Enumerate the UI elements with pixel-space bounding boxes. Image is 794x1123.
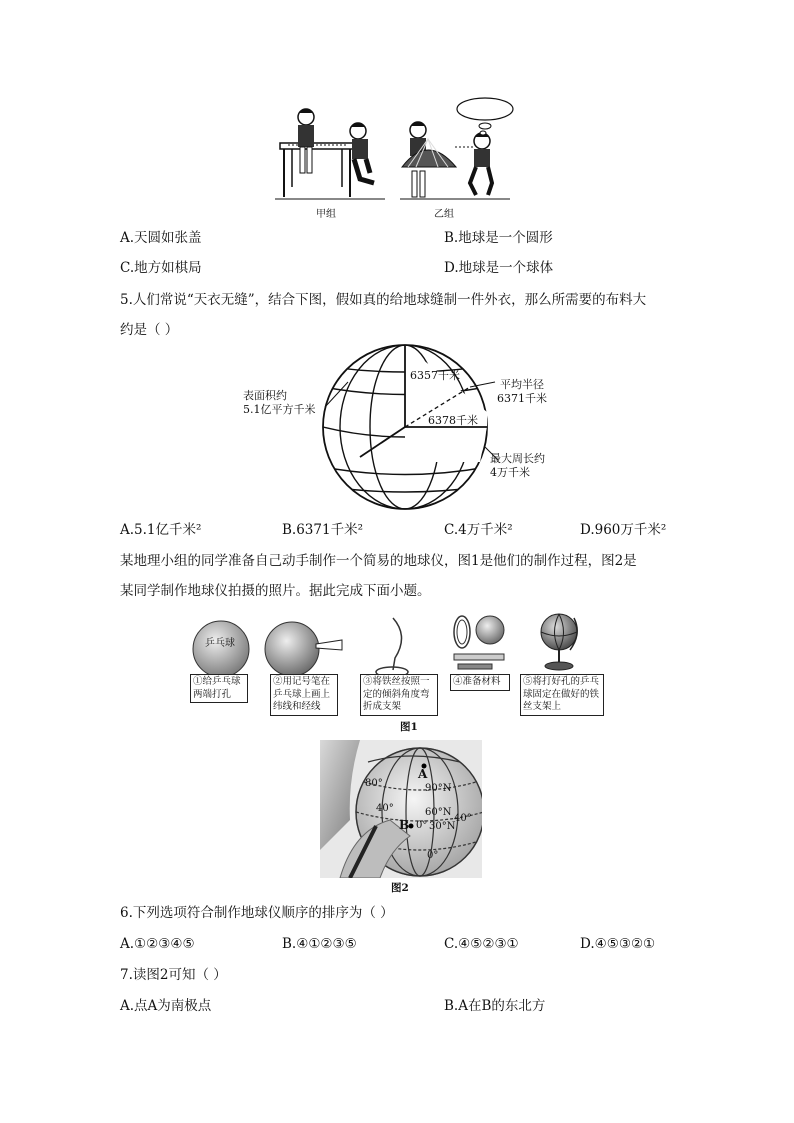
earth-sphere-diagram — [230, 342, 590, 512]
equator-radius-label: 6378千米 — [428, 414, 478, 427]
fig2-photo — [320, 740, 482, 878]
fig1-step3-text: ③将铁丝按照一定的倾斜角度弯折成支架 — [360, 674, 438, 716]
mean-radius-label-2: 6371千米 — [497, 392, 547, 405]
q4-option-a[interactable]: A.天圆如张盖 — [120, 230, 202, 246]
fig2-lat-30: 30°N — [429, 821, 456, 832]
fig1-step3-image — [365, 612, 415, 680]
ping-pong-ball-icon — [190, 618, 252, 680]
q4-option-b[interactable]: B.地球是一个圆形 — [444, 230, 553, 246]
finished-globe-icon — [536, 610, 582, 672]
q6-stem: 6.下列选项符合制作地球仪顺序的排序为（ ） — [120, 905, 394, 921]
fig1-step5-image — [536, 610, 582, 672]
polar-radius-label: 6357千米 — [410, 369, 460, 382]
fig1-caption: 图1 — [400, 721, 418, 733]
fig1-step1-image — [190, 618, 252, 680]
q4-option-c[interactable]: C.地方如棋局 — [120, 260, 202, 276]
fig2-lon-40b: 40° — [454, 813, 472, 824]
q7-option-a[interactable]: A.点A为南极点 — [120, 998, 212, 1014]
q6-option-c[interactable]: C.④⑤②③① — [444, 936, 519, 952]
surface-area-label-2: 5.1亿平方千米 — [243, 403, 316, 416]
group-yi-label: 乙组 — [434, 209, 454, 220]
marker-pen-ball-icon — [264, 618, 346, 680]
circumference-label-2: 4万千米 — [490, 466, 530, 479]
q5-option-d[interactable]: D.960万千米² — [580, 522, 667, 538]
fig2-lon-0a: 0° — [416, 820, 428, 831]
fig1-step4-image — [448, 612, 510, 674]
hand-holding-globe-photo — [320, 740, 482, 878]
fig2-lon-80: 80° — [365, 778, 383, 789]
wire-stand-icon — [365, 612, 415, 680]
q6-option-d[interactable]: D.④⑤③②① — [580, 936, 656, 952]
fig2-caption: 图2 — [391, 882, 409, 894]
fig2-lat-90: 90°N — [425, 783, 452, 794]
q5-option-b[interactable]: B.6371千米² — [282, 522, 363, 538]
fig1-ball-label: 乒乓球 — [205, 638, 235, 649]
fig1-step2-text: ②用记号笔在乒乓球上画上纬线和经线 — [270, 674, 338, 716]
group-experiment-illustration — [270, 95, 540, 220]
q6-option-a[interactable]: A.①②③④⑤ — [120, 936, 195, 952]
group-experiment-figure — [270, 95, 540, 220]
mean-radius-label-1: 平均半径 — [500, 378, 544, 391]
fig2-lon-40a: 40° — [376, 803, 394, 814]
materials-icon — [448, 612, 510, 674]
fig1-step5-text: ⑤将打好孔的乒乓球固定在做好的铁丝支架上 — [520, 674, 604, 716]
q7-stem: 7.读图2可知（ ） — [120, 967, 227, 983]
q7-option-b[interactable]: B.A在B的东北方 — [444, 998, 546, 1014]
q4-option-d[interactable]: D.地球是一个球体 — [444, 260, 554, 276]
fig2-lat-60: 60°N — [425, 807, 452, 818]
group-jia-label: 甲组 — [316, 209, 336, 220]
intro-line1: 某地理小组的同学准备自己动手制作一个简易的地球仪，图1是他们的制作过程，图2是 — [120, 553, 637, 569]
fig1-step1-text: ①给乒乓球两端打孔 — [190, 674, 248, 703]
fig2-point-b: B — [399, 818, 410, 832]
intro-line2: 某同学制作地球仪拍摄的照片。据此完成下面小题。 — [120, 583, 431, 599]
q6-option-b[interactable]: B.④①②③⑤ — [282, 936, 357, 952]
q5-option-a[interactable]: A.5.1亿千米² — [120, 522, 202, 538]
fig2-point-a: A — [418, 767, 428, 781]
q5-stem-line2: 约是（ ） — [120, 322, 179, 338]
earth-sphere-figure — [230, 342, 590, 512]
fig2-lon-0b: 0° — [427, 850, 439, 861]
circumference-label-1: 最大周长约 — [490, 452, 545, 465]
fig1-step4-text: ④准备材料 — [450, 674, 510, 691]
q5-stem-line1: 5.人们常说“天衣无缝”，结合下图，假如真的给地球缝制一件外衣，那么所需要的布料大 — [120, 292, 647, 308]
q5-option-c[interactable]: C.4万千米² — [444, 522, 513, 538]
fig1-step2-image — [264, 618, 346, 680]
surface-area-label-1: 表面积约 — [243, 389, 287, 402]
